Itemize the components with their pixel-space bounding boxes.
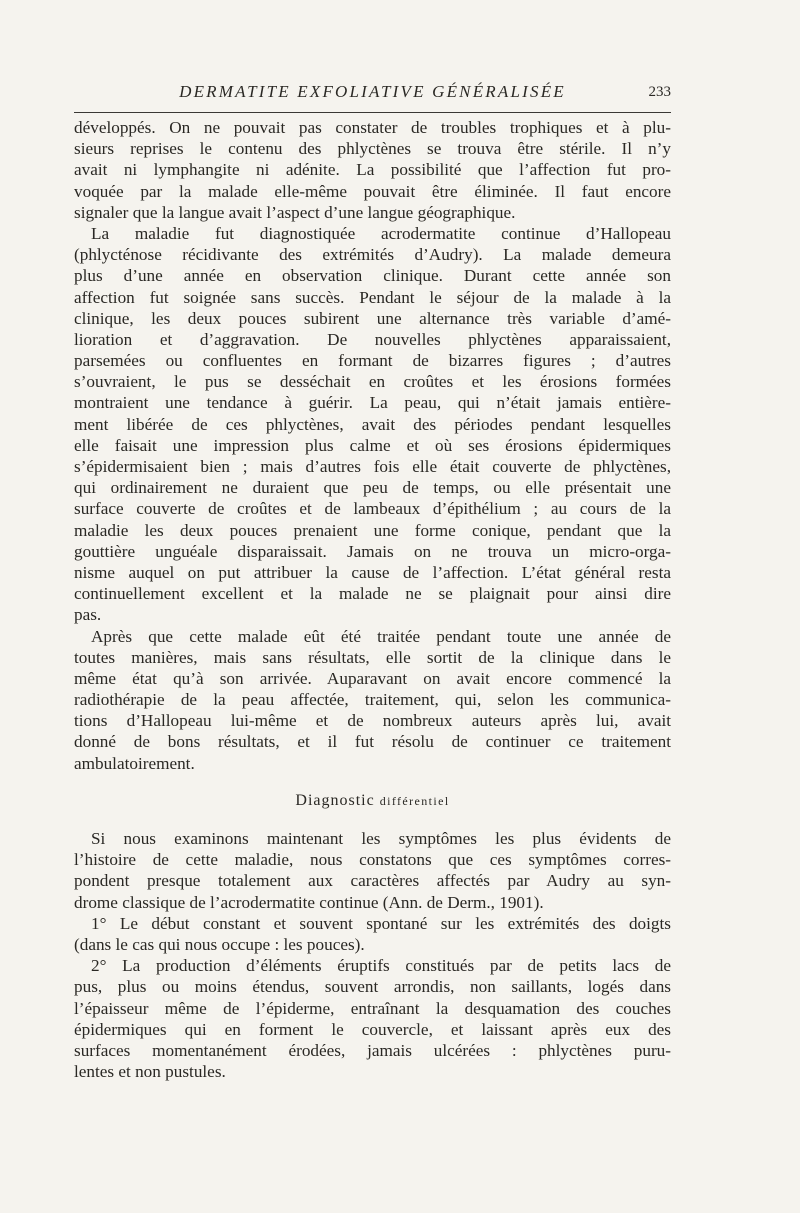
text-line: plus d’une année en observation clinique. Durant cette année son: [74, 266, 671, 286]
text-line: radiothérapie de la peau affectée, traitement, qui, selon les communica-: [74, 690, 671, 710]
text-line: l’histoire de cette maladie, nous constatons que ces symptômes corres-: [74, 850, 671, 870]
section-heading: [74, 790, 671, 812]
running-title: DERMATITE EXFOLIATIVE GÉNÉRALISÉE: [179, 82, 566, 101]
text-line: qui ordinairement ne duraient que peu de temps, ou elle présentait une: [74, 478, 671, 498]
body-text: [74, 117, 671, 1082]
text-line: parsemées ou confluentes en formant de bizarres figures ; d’autres: [74, 351, 671, 371]
paragraph: [74, 626, 671, 774]
text-line: (phlycténose récidivante des extrémités d’Audry). La malade demeura: [74, 245, 671, 265]
text-line: Après que cette malade eût été traitée pendant toute une année de: [91, 626, 671, 646]
text-line: maladie les deux pouces prenaient une forme conique, pendant que la: [74, 520, 671, 540]
text-line: ambulatoirement.: [74, 753, 195, 773]
text-line: pondent presque totalement aux caractères affectés par Audry au syn-: [74, 871, 671, 891]
text-line: (dans le cas qui nous occupe : les pouces).: [74, 934, 365, 954]
text-line: avait ni lymphangite ni adénite. La possibilité que l’affection fut pro-: [74, 160, 671, 180]
text-line: pus, plus ou moins étendus, souvent arrondis, non saillants, logés dans: [74, 977, 671, 997]
text-line: s’épidermisaient bien ; mais d’autres fois elle était couverte de phlyctènes,: [74, 457, 671, 476]
text-line: épidermiques qui en forment le couvercle, et laissant après eux des: [74, 1019, 671, 1039]
text-line: clinique, les deux pouces subirent une alternance très variable d’amé-: [74, 308, 671, 328]
text-line: continuellement excellent et la malade ne se plaignait pour ainsi dire: [74, 584, 671, 604]
text-line: surfaces momentanément érodées, jamais ulcérées : phlyctènes puru-: [74, 1040, 671, 1060]
paragraph: [74, 223, 671, 626]
text-line: surface couverte de croûtes et de lambeaux d’épithélium ; au cours de la: [74, 499, 671, 519]
paragraph: [74, 955, 671, 1082]
text-line: sieurs reprises le contenu des phlyctènes se trouva être stérile. Il n’y: [74, 139, 671, 159]
text-line: drome classique de l’acrodermatite continue (Ann. de Derm., 1901).: [74, 892, 544, 912]
paragraph: [74, 913, 671, 955]
text-line: développés. On ne pouvait pas constater de troubles trophiques et à plu-: [74, 118, 671, 137]
text-line: pas.: [74, 605, 102, 625]
text-line: lioration et d’aggravation. De nouvelles phlyctènes apparaissaient,: [74, 329, 671, 349]
text-line: affection fut soignée sans succès. Pendant le séjour de la malade à la: [74, 287, 671, 307]
text-line: l’épaisseur même de l’épiderme, entraînant la desquamation des couches: [74, 998, 671, 1018]
text-line: signaler que la langue avait l’aspect d’une langue géographique.: [74, 202, 516, 222]
text-line: tions d’Hallopeau lui-même et de nombreux auteurs après lui, avait: [74, 711, 671, 731]
paragraph: [74, 117, 671, 223]
text-line: nisme auquel on put attribuer la cause de l’affection. L’état général resta: [74, 562, 671, 582]
paragraph: [74, 828, 671, 913]
text-line: toutes manières, mais sans résultats, elle sortit de la clinique dans le: [74, 647, 671, 667]
section-heading-first: Diagnostic: [295, 791, 375, 809]
text-line: Si nous examinons maintenant les symptômes les plus évidents de: [91, 829, 671, 849]
book-page: [74, 78, 671, 1082]
text-line: 1° Le début constant et souvent spontané sur les extrémités des doigts: [91, 913, 671, 933]
running-head: [74, 78, 671, 113]
text-line: 2° La production d’éléments éruptifs constitués par de petits lacs de: [91, 956, 671, 976]
text-line: voquée par la malade elle-même pouvait être éliminée. Il faut encore: [74, 181, 671, 201]
text-line: ment libérée de ces phlyctènes, avait des périodes pendant lesquelles: [74, 414, 671, 434]
page-number: 233: [648, 84, 671, 100]
text-line: gouttière unguéale disparaissait. Jamais on ne trouva un micro-orga-: [74, 541, 671, 561]
text-line: même état qu’à son arrivée. Auparavant on avait encore commencé la: [74, 668, 671, 688]
text-line: La maladie fut diagnostiquée acrodermatite continue d’Hallopeau: [91, 223, 671, 243]
text-line: s’ouvraient, le pus se desséchait en croûtes et les érosions formées: [74, 372, 671, 392]
text-line: elle faisait une impression plus calme et où ses érosions épidermiques: [74, 435, 671, 455]
section-heading-second: différentiel: [379, 793, 450, 808]
text-line: montraient une tendance à guérir. La peau, qui n’était jamais entière-: [74, 393, 671, 413]
text-line: lentes et non pustules.: [74, 1062, 226, 1082]
text-line: donné de bons résultats, et il fut résolu de continuer ce traitement: [74, 732, 671, 752]
